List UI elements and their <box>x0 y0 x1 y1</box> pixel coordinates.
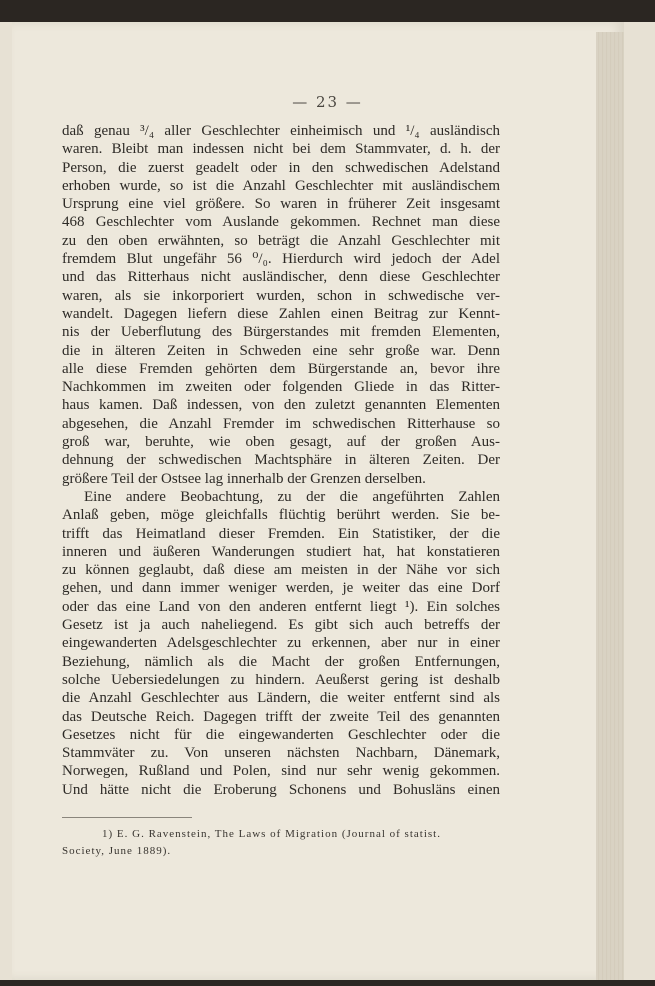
text-line: eingewanderten Adelsgeschlechter zu erkennen, aber nur in einer <box>62 635 500 652</box>
text-line: waren. Bleibt man indessen nicht bei dem Stammvater, d. h. der <box>62 141 500 158</box>
text-line: zu können geglaubt, daß diese am meisten in der Nähe vor sich <box>62 562 500 579</box>
footnote-rule <box>62 817 192 818</box>
text-line: oder das eine Land von den anderen entfernt liegt ¹). Ein solches <box>62 598 500 615</box>
page-edge <box>596 32 624 980</box>
text-line: Person, die zuerst geadelt oder in den schwedischen Adelstand <box>62 159 500 176</box>
page-number: — 23 — <box>292 93 363 111</box>
footnote <box>62 826 500 860</box>
text-line: Und hätte nicht die Eroberung Schonens und Bohusläns einen <box>62 781 500 798</box>
footnote-line: Society, June 1889). <box>62 845 172 857</box>
footnote-line: 1) E. G. Ravenstein, The Laws of Migration (Journal of statist. <box>102 828 441 840</box>
text-line: alle diese Fremden gehörten dem Bürgerstande an, bevor ihre <box>62 360 500 377</box>
text-line: Anlaß geben, möge gleichfalls flüchtig berührt werden. Sie be- <box>62 507 500 524</box>
body-text <box>62 122 500 799</box>
text-line: Ursprung eine viel größere. So waren in früherer Zeit insgesamt <box>62 196 500 213</box>
text-line: erhoben wurde, so ist die Anzahl Geschlechter mit ausländischem <box>62 177 500 194</box>
text-line: gehen, und dann immer weniger werden, je weiter das eine Dorf <box>62 580 500 597</box>
text-line: Beziehung, nämlich als die Macht der großen Entfernungen, <box>62 653 500 670</box>
text-line: größere Teil der Ostsee lag innerhalb der Grenzen derselben. <box>62 470 426 487</box>
text-line: das Deutsche Reich. Dagegen trifft der zweite Teil des genannten <box>62 708 500 725</box>
text-line: solche Uebersiedelungen zu hindern. Aeußerst gering ist deshalb <box>62 671 500 688</box>
text-line: dehnung der schwedischen Machtsphäre in älteren Zeiten. Der <box>62 452 500 469</box>
text-line: 468 Geschlechter vom Auslande gekommen. Rechnet man diese <box>62 214 500 231</box>
text-line: und das Ritterhaus nicht ausländischer, denn diese Geschlechter <box>62 269 500 286</box>
text-line: groß war, beruhte, wie oben gesagt, auf der großen Aus- <box>62 434 500 451</box>
text-line: Eine andere Beobachtung, zu der die angeführten Zahlen <box>84 488 500 505</box>
text-line: Stammväter zu. Von unseren nächsten Nachbarn, Dänemark, <box>62 745 500 762</box>
text-line: nis der Ueberflutung des Bürgerstandes mit fremden Elementen, <box>62 324 500 341</box>
text-line: wandelt. Dagegen liefern diese Zahlen einen Beitrag zur Kennt- <box>62 305 500 322</box>
text-line: abgesehen, die Anzahl Fremder im schwedischen Ritterhause so <box>62 415 500 432</box>
text-line: die Anzahl Geschlechter aus Ländern, die weiter entfernt sind als <box>62 690 500 707</box>
text-line: Gesetzes nicht für die eingewanderten Geschlechter oder die <box>62 726 500 743</box>
text-line: Nachkommen im zweiten oder folgenden Gliede in das Ritter- <box>62 379 500 396</box>
text-line: Norwegen, Rußland und Polen, sind nur sehr wenig gekommen. <box>62 763 500 780</box>
text-line: inneren und äußeren Wanderungen studiert hat, hat konstatieren <box>62 543 500 560</box>
text-line: zu den oben erwähnten, so beträgt die Anzahl Geschlechter mit <box>62 232 500 249</box>
text-line: fremdem Blut ungefähr 56 ⁰/₀. Hierdurch wird jedoch der Adel <box>62 251 500 268</box>
text-line: Gesetz ist ja auch naheliegend. Es gibt sich auch betreffs der <box>62 617 500 634</box>
text-line: trifft das Heimatland dieser Fremden. Ein Statistiker, der die <box>62 525 500 542</box>
text-line: haus kamen. Daß indessen, von den zuletzt genannten Elementen <box>62 397 500 414</box>
text-line: waren, als sie inkorporiert wurden, schon in schwedische ver- <box>62 287 500 304</box>
text-line: daß genau ³/₄ aller Geschlechter einheimisch und ¹/₄ ausländisch <box>62 123 500 139</box>
text-line: die in älteren Zeiten in Schweden eine sehr große war. Denn <box>62 342 500 359</box>
